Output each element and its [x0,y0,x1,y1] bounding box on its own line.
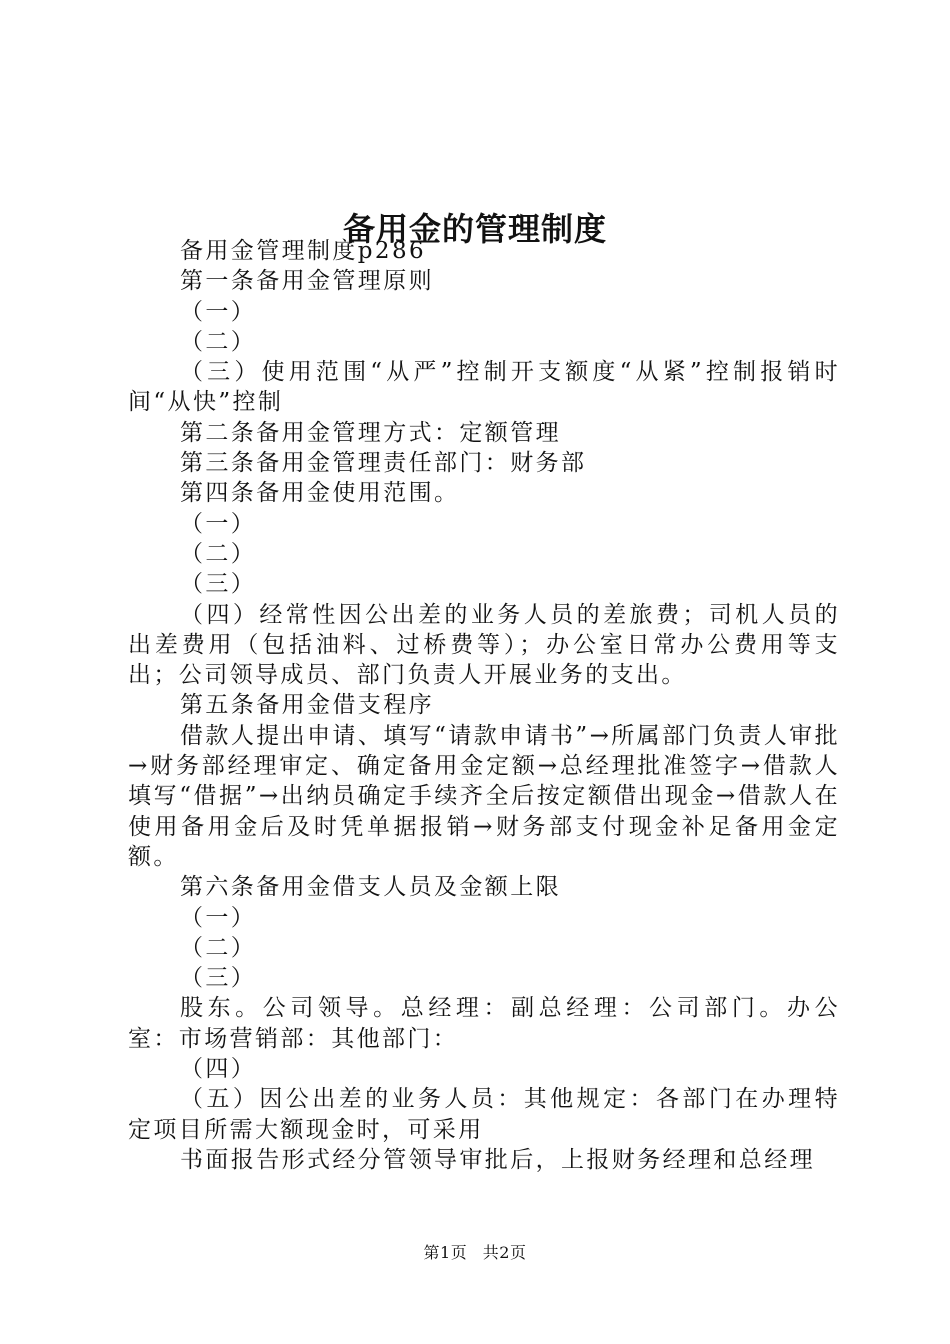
paragraph: （五）因公出差的业务人员：其他规定：各部门在办理特定项目所需大额现金时，可采用 [128,1086,840,1143]
page-title: 备用金的管理制度 [342,210,607,249]
paragraph: 第一条备用金管理原则 [180,268,434,295]
paragraph: （一） [180,510,257,537]
paragraph: 第四条备用金使用范围。 [180,480,460,507]
paragraph: 备用金管理制度p286 [180,238,427,264]
paragraph: （二） [180,328,257,355]
paragraph: （二） [180,540,257,567]
paragraph: 第六条备用金借支人员及金额上限 [180,874,561,901]
paragraph: （二） [180,934,257,961]
paragraph: （三） [180,571,257,598]
paragraph: 股东。公司领导。总经理：副总经理：公司部门。办公室：市场营销部：其他部门： [128,995,840,1052]
page-footer [0,1241,950,1265]
paragraph: 书面报告形式经分管领导审批后，上报财务经理和总经理 [180,1146,815,1173]
paragraph: （三）使用范围“从严”控制开支额度“从紧”控制报销时间“从快”控制 [128,359,840,416]
paragraph: （四） [180,1056,257,1083]
paragraph: 第二条备用金管理方式：定额管理 [180,419,561,446]
paragraph: （一） [180,298,257,325]
page-total: 共2页 [482,1243,527,1262]
paragraph: 第三条备用金管理责任部门：财务部 [180,450,587,477]
paragraph: 借款人提出申请、填写“请款申请书”→所属部门负责人审批→财务部经理审定、确定备用金定额→总经理批准签字→借款人填写“借据”→出纳员确定手续齐全后按定额借出现金→借款人在使用备用金后及时凭单据报销→财务部支付现金补足备用金定额。 [128,722,840,870]
paragraph: （三） [180,965,257,992]
paragraph: （四）经常性因公出差的业务人员的差旅费；司机人员的出差费用（包括油料、过桥费等）；办公室日常办公费用等支出；公司领导成员、部门负责人开展业务的支出。 [128,601,840,689]
paragraph: 第五条备用金借支程序 [180,692,434,719]
document-body [128,236,840,1175]
paragraph: （一） [180,904,257,931]
page-number: 第1页 [423,1243,468,1262]
